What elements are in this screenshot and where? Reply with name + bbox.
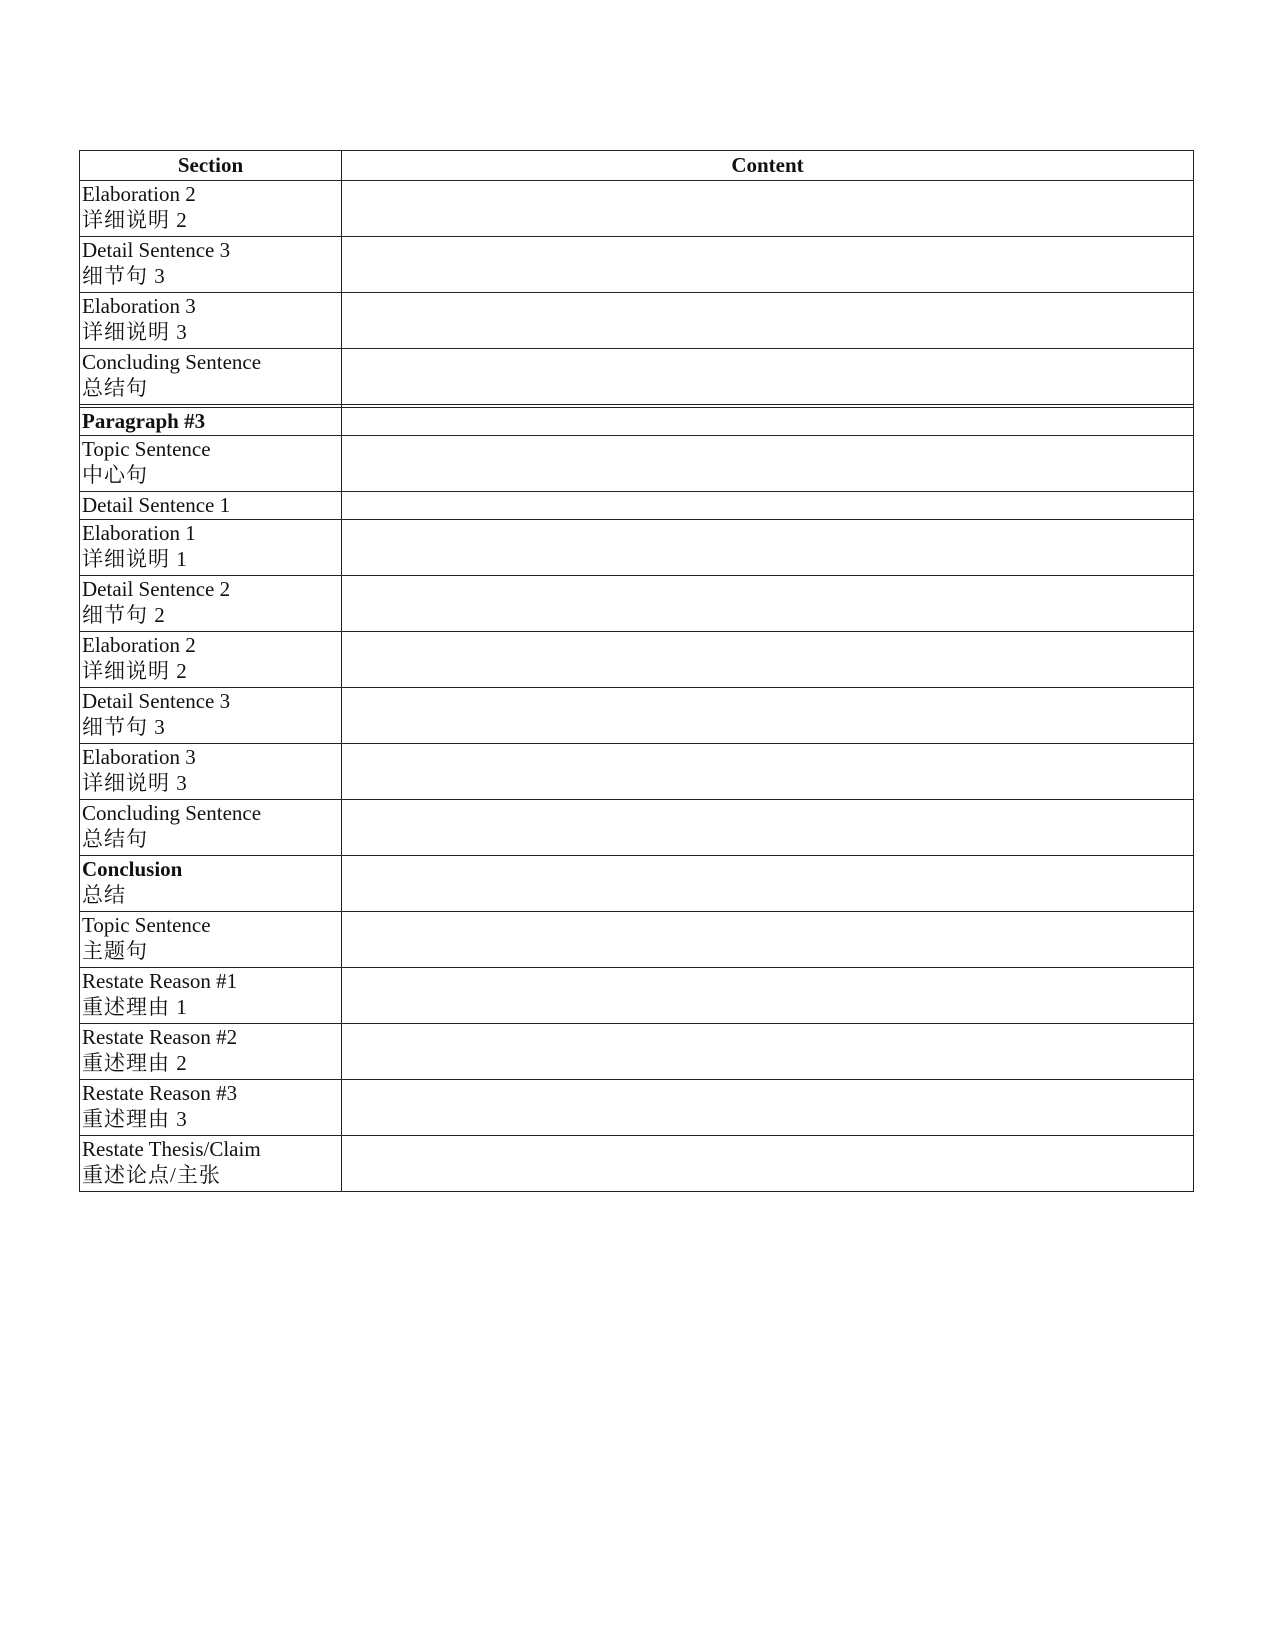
- table-row: [80, 520, 1194, 576]
- content-cell[interactable]: [342, 688, 1194, 744]
- content-cell[interactable]: [342, 293, 1194, 349]
- section-label-chinese: 详细说明 3: [82, 771, 188, 795]
- section-label-chinese: 细节句 3: [82, 264, 166, 288]
- section-label-chinese: 细节句 2: [82, 603, 166, 627]
- section-label-chinese: 总结: [82, 883, 126, 907]
- table-row: [80, 968, 1194, 1024]
- section-cell: [80, 1136, 342, 1192]
- content-cell[interactable]: [342, 181, 1194, 237]
- section-cell: [80, 856, 342, 912]
- section-label: Topic Sentence: [82, 913, 211, 937]
- table-row: [80, 436, 1194, 492]
- section-cell: [80, 237, 342, 293]
- section-cell: [80, 181, 342, 237]
- table-row: [80, 800, 1194, 856]
- table-row: [80, 912, 1194, 968]
- table-row: [80, 688, 1194, 744]
- section-cell: [80, 968, 342, 1024]
- section-label-chinese: 细节句 3: [82, 715, 166, 739]
- section-cell: [80, 349, 342, 405]
- content-cell[interactable]: [342, 520, 1194, 576]
- section-label: Restate Reason #3: [82, 1081, 238, 1105]
- content-cell[interactable]: [342, 1080, 1194, 1136]
- section-label: Concluding Sentence: [82, 350, 262, 374]
- section-label-chinese: 总结句: [82, 827, 148, 851]
- section-label-chinese: 详细说明 2: [82, 659, 188, 683]
- section-cell: [80, 408, 342, 436]
- section-label: Detail Sentence 1: [82, 493, 231, 517]
- section-label: Restate Reason #1: [82, 969, 238, 993]
- section-label: Elaboration 2: [82, 633, 196, 657]
- section-label-chinese: 详细说明 2: [82, 208, 188, 232]
- section-cell: [80, 744, 342, 800]
- section-label-chinese: 中心句: [82, 463, 148, 487]
- section-heading-row: [80, 856, 1194, 912]
- table-row: [80, 1080, 1194, 1136]
- section-cell: [80, 800, 342, 856]
- section-label: Elaboration 2: [82, 182, 196, 206]
- content-cell[interactable]: [342, 968, 1194, 1024]
- section-label: Detail Sentence 3: [82, 238, 231, 262]
- content-cell[interactable]: [342, 576, 1194, 632]
- table-row: [80, 576, 1194, 632]
- section-label-chinese: 重述理由 2: [82, 1051, 188, 1075]
- conclusion-heading: Conclusion: [82, 857, 183, 881]
- section-cell: [80, 576, 342, 632]
- worksheet-page: [79, 150, 1193, 1192]
- table-row: [80, 181, 1194, 237]
- content-cell[interactable]: [342, 436, 1194, 492]
- content-cell[interactable]: [342, 492, 1194, 520]
- section-label: Restate Reason #2: [82, 1025, 238, 1049]
- section-label: Elaboration 1: [82, 521, 196, 545]
- section-heading-row: [80, 408, 1194, 436]
- section-cell: [80, 1080, 342, 1136]
- section-cell: [80, 912, 342, 968]
- section-label: Detail Sentence 3: [82, 689, 231, 713]
- content-column-header: Content: [342, 151, 1194, 181]
- content-cell[interactable]: [342, 349, 1194, 405]
- table-row: [80, 632, 1194, 688]
- section-label: Elaboration 3: [82, 294, 196, 318]
- section-label: Concluding Sentence: [82, 801, 262, 825]
- content-cell[interactable]: [342, 632, 1194, 688]
- content-cell[interactable]: [342, 912, 1194, 968]
- section-label-chinese: 主题句: [82, 939, 148, 963]
- section-cell: [80, 436, 342, 492]
- content-cell[interactable]: [342, 800, 1194, 856]
- content-cell[interactable]: [342, 408, 1194, 436]
- section-cell: [80, 492, 342, 520]
- table-row: [80, 237, 1194, 293]
- table-row: [80, 1136, 1194, 1192]
- section-cell: [80, 293, 342, 349]
- section-label-chinese: 详细说明 3: [82, 320, 188, 344]
- section-label-chinese: 总结句: [82, 376, 148, 400]
- content-cell[interactable]: [342, 1024, 1194, 1080]
- table-row: [80, 1024, 1194, 1080]
- table-row: [80, 744, 1194, 800]
- section-label: Detail Sentence 2: [82, 577, 231, 601]
- section-label-chinese: 详细说明 1: [82, 547, 188, 571]
- essay-outline-table: [79, 150, 1194, 1192]
- section-column-header: Section: [80, 151, 342, 181]
- section-cell: [80, 632, 342, 688]
- section-label-chinese: 重述论点/主张: [82, 1163, 221, 1187]
- section-label: Elaboration 3: [82, 745, 196, 769]
- section-cell: [80, 688, 342, 744]
- content-cell[interactable]: [342, 856, 1194, 912]
- section-label: Topic Sentence: [82, 437, 211, 461]
- section-label: Restate Thesis/Claim: [82, 1137, 261, 1161]
- content-cell[interactable]: [342, 1136, 1194, 1192]
- section-cell: [80, 520, 342, 576]
- paragraph-3-heading: Paragraph #3: [82, 409, 206, 433]
- content-cell[interactable]: [342, 744, 1194, 800]
- header-row: [80, 151, 1194, 181]
- section-label-chinese: 重述理由 1: [82, 995, 188, 1019]
- section-label-chinese: 重述理由 3: [82, 1107, 188, 1131]
- table-row: [80, 492, 1194, 520]
- section-cell: [80, 1024, 342, 1080]
- table-row: [80, 349, 1194, 405]
- content-cell[interactable]: [342, 237, 1194, 293]
- table-row: [80, 293, 1194, 349]
